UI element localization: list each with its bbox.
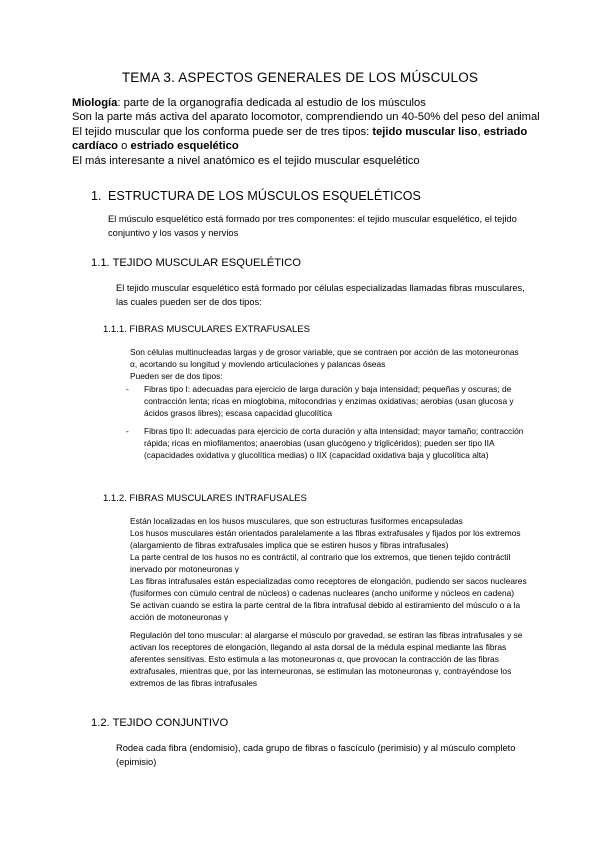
section-1-1-1-heading: 1.1.1. FIBRAS MUSCULARES EXTRAFUSALES xyxy=(103,324,310,335)
term-liso: tejido muscular liso xyxy=(372,125,478,138)
section-1-2-text: Rodea cada fibra (endomisio), cada grupo de fibras o fascículo (perimisio) y al músculo completo (epimisio) xyxy=(116,743,516,767)
list-dash: - xyxy=(126,384,129,394)
extrafusal-description xyxy=(130,346,525,382)
document-title: TEMA 3. ASPECTOS GENERALES DE LOS MÚSCULOS xyxy=(121,70,479,85)
intrafusal-p6: Regulación del tono muscular: al alargarse el músculo por gravedad, se estiran las fibras intrafusales y se activan los receptores de elongación, llegando al asta dorsal de la médula espinal mediante las fibras aferentes sensitivas. Esto estimula a las motoneuronas α, que provocan la contracción de las fibras extrafusales, mientras que, por las interneuronas, se estimulan las motoneuronas γ, contrayéndose los extremos de las fibras intrafusales xyxy=(130,630,523,688)
intro-block xyxy=(72,96,562,168)
list-item-fiber-type-1 xyxy=(126,383,532,419)
section-1-1-heading: 1.1. TEJIDO MUSCULAR ESQUELÉTICO xyxy=(91,257,301,269)
list-item-fiber-type-2 xyxy=(126,425,532,461)
section-1-title: ESTRUCTURA DE LOS MÚSCULOS ESQUELÉTICOS xyxy=(108,189,421,203)
extrafusal-line-2: Pueden ser de dos tipos: xyxy=(130,371,223,381)
section-1-heading xyxy=(91,189,421,203)
section-1-number: 1. xyxy=(91,189,102,203)
intrafusal-p1: Están localizadas en los husos musculares, que son estructuras fusiformes encapsuladas xyxy=(130,516,463,526)
term-cardiaco: estriado cardíaco xyxy=(72,125,528,153)
term-miologia: Miología xyxy=(72,97,118,109)
types-separator-2: o xyxy=(118,140,131,153)
section-1-text: El músculo esquelético está formado por tres componentes: el tejido muscular esquelético, el tejido conjuntivo y los vasos y nervios xyxy=(108,214,517,238)
fiber-type-1-text: Fibras tipo I: adecuadas para ejercicio de larga duración y baja intensidad; pequeñas y oscuras; de contracción lenta; ricas en mioglobina, mitocondrias y enzimas oxidativas; aerobias (usan glucosa y ácidos grasos libres); escasa capacidad glucolítica xyxy=(144,384,514,418)
intrafusal-description xyxy=(130,515,532,689)
section-1-2-heading: 1.2. TEJIDO CONJUNTIVO xyxy=(91,717,229,729)
intrafusal-p5: Se activan cuando se estira la parte central de la fibra intrafusal debido al estiramiento del músculo o a la acción de motoneuronas γ xyxy=(130,600,521,622)
types-lead: El tejido muscular que los conforma puede ser de tres tipos: xyxy=(72,125,373,138)
section-1-1-2-heading: 1.1.2. FIBRAS MUSCULARES INTRAFUSALES xyxy=(103,493,307,504)
intrafusal-p2: Los husos musculares están orientados paralelamente a las fibras extrafusales y fijados por los extremos (alargamiento de fibras extrafusales implica que se estiren husos y fibras intrafusales) xyxy=(130,528,521,550)
intrafusal-p3: La parte central de los husos no es contráctil, al contrario que los extremos, que tienen tejido contráctil inervado por motoneuronas γ xyxy=(130,552,511,574)
fiber-type-list xyxy=(126,383,532,467)
types-separator-1: , xyxy=(477,125,484,138)
intro-line-types xyxy=(72,125,562,154)
section-1-1-text: El tejido muscular esquelético está formado por células especializadas llamadas fibras musculares, las cuales pueden ser de dos tipos: xyxy=(116,283,525,307)
list-dash: - xyxy=(126,426,129,436)
miologia-definition: : parte de la organografía dedicada al estudio de los músculos xyxy=(117,97,426,109)
extrafusal-line-1: Son células multinucleadas largas y de grosor variable, que se contraen por acción de las motoneuronas α, acortando su longitud y moviendo articulaciones y palancas óseas xyxy=(130,347,519,369)
intro-line-interest: El más interesante a nivel anatómico es el tejido muscular esquelético xyxy=(72,154,420,167)
intro-line-miologia xyxy=(72,96,562,110)
intro-line-locomotor: Son la parte más activa del aparato locomotor, comprendiendo un 40-50% del peso del animal xyxy=(72,111,540,124)
term-esqueletico: estriado esquelético xyxy=(130,140,239,153)
fiber-type-2-text: Fibras tipo II: adecuadas para ejercicio de corta duración y alta intensidad; mayor tamaño; contracción rápida; ricas en miofilamentos; anaerobias (usan glucógeno y triglicéridos); pueden ser tipo IIA (capacidades oxidativa y glucolítica medias) o IIX (capacidad oxidativa baja y glucolítica alta) xyxy=(144,426,524,460)
intrafusal-p4: Las fibras intrafusales están especializadas como receptores de elongación, pudiendo ser sacos nucleares (fusiformes con cúmulo central de núcleos) o cadenas nucleares (ancho uniforme y núcleos en cadena) xyxy=(130,576,527,598)
